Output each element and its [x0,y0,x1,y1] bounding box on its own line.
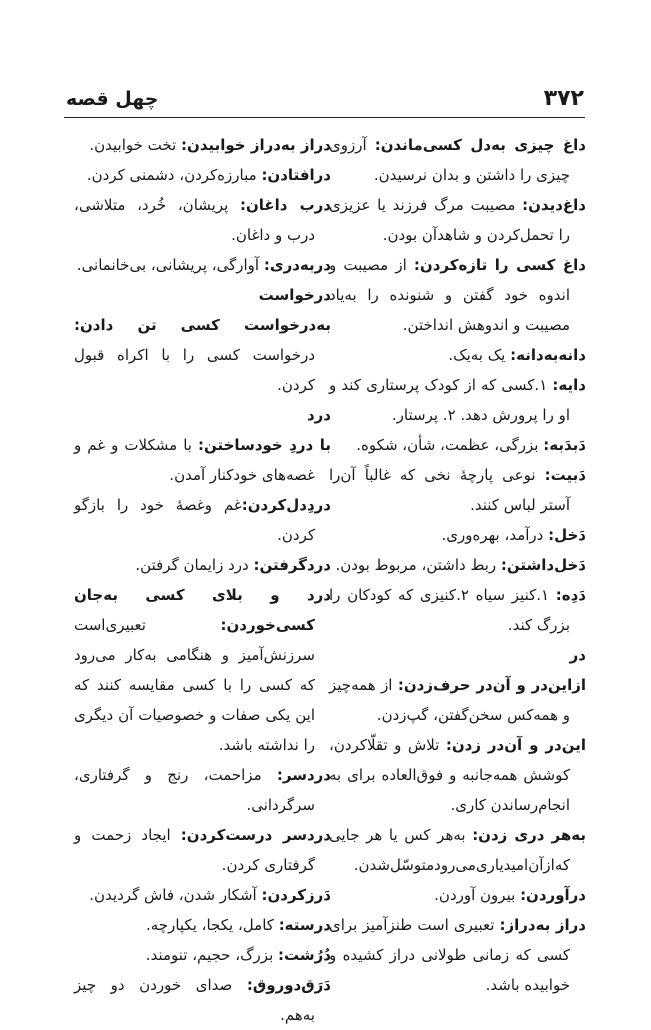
dictionary-entry [74,550,331,580]
dictionary-entry [329,820,586,880]
dictionary-entry [74,190,331,250]
entry-headword: دَبدَبه: [543,436,586,454]
dictionary-entry [329,460,586,520]
entry-headword: دردسر: [276,766,331,784]
section-heading: درخواست [258,286,331,304]
entry-definition: درخواست کسی را با اکراه قبول کردن. [74,346,315,394]
header-rule [64,117,585,118]
entry-headword: دَرزکردن: [261,886,331,904]
entry-definition: بزرگ، حجیم، تنومند. [145,946,279,964]
entry-headword: به‌هر دری زدن: [472,826,586,844]
entry-definition: مصیبت مرگ فرزند یا عزیزی را تحمل‌کردن و شاهدآن بودن. [329,196,570,244]
left-column [74,130,331,1030]
entry-definition: ۱.کنیز سیاه ۲.کنیزی که کودکان را بزرگ کند. [329,586,570,634]
entry-definition: مزاحمت، رنج و گرفتاری، سرگردانی. [74,766,315,814]
entry-definition: مبارزه‌کردن، دشمنی کردن. [86,166,262,184]
entry-definition: بیرون آوردن. [434,886,521,904]
entry-definition: درآمد، بهره‌وری. [441,526,549,544]
entry-headword: این‌در و آن‌در زدن: [445,736,586,754]
dictionary-entry [74,970,331,1030]
entry-definition: آشکار شدن، فاش گردیدن. [89,886,262,904]
dictionary-entry [329,430,586,460]
dictionary-entry [329,580,586,640]
entry-definition: تخت خوابیدن. [89,136,182,154]
dictionary-entry [329,910,586,1000]
entry-definition: تعبیری‌است سرزنش‌آمیز و هنگامی به‌کار می‌رود که کسی را با کسی مقایسه کنند که این یکی صفات و خصوصیات آن دیگری را نداشته باشد. [74,616,315,754]
entry-headword: داغ کسی را تازه‌کردن: [413,256,586,274]
entry-definition: صدای خوردن دو چیز به‌هم. [74,976,315,1024]
entry-definition: ربط داشتن، مربوط بودن. [335,556,501,574]
entry-headword: درد و بلای کسی به‌جان کسی‌خوردن: [74,586,331,634]
dictionary-entry [74,490,331,550]
entry-headword: درافتادن: [261,166,331,184]
entry-definition: از مصیبت و اندوه خود گفتن و شنونده را به‌یاد مصیبت و اندوهش انداختن. [329,256,570,334]
entry-headword: دَخل‌داشتن: [500,556,586,574]
entry-definition: تعبیری است طنزآمیز برای کسی که زمانی طولانی دراز کشیده و خوابیده باشد. [329,916,570,994]
entry-headword: دربه‌دری: [263,256,331,274]
dictionary-entry [74,310,331,400]
entry-definition: درد زایمان گرفتن. [135,556,254,574]
dictionary-entry [329,730,586,820]
dictionary-entry [74,820,331,880]
entry-definition: غم وغصهٔ خود را بازگو کردن. [74,496,315,544]
dictionary-entry [74,250,331,280]
dictionary-entry [74,160,331,190]
entry-definition: یک به‌یک. [448,346,511,364]
entry-definition: ۱.کسی که از کودک پرستاری کند و او را پرورش دهد. ۲. پرستار. [329,376,570,424]
dictionary-entry [74,880,331,910]
dictionary-entry [329,880,586,910]
entry-headword: دایه: [552,376,586,394]
dictionary-entry [74,910,331,940]
entry-definition: پریشان، خُرد، متلاشی، درب و داغان. [74,196,315,244]
entry-definition: ایجاد زحمت و گرفتاری کردن. [74,826,315,874]
dictionary-entry [329,520,586,550]
dictionary-entry [329,130,586,190]
entry-headword: درآوردن: [520,886,586,904]
entry-definition: آوارگی، پریشانی، بی‌خانمانی. [76,256,264,274]
entry-definition: به‌هر کس یا هر جایی که‌ازآن‌امیدیاری‌می‌رود‌متوسّل‌شدن. [329,826,570,874]
dictionary-entry [74,580,331,760]
entry-headword: دانه‌به‌دانه: [510,346,586,364]
entry-headword: دَبیت: [544,466,586,484]
entry-headword: دَدِه: [555,586,586,604]
entry-headword: دُرُشت: [278,946,331,964]
entry-headword: داغ چیزی به‌دل کسی‌ماندن: [374,136,586,154]
dictionary-entry [329,670,586,730]
dictionary-entry [74,430,331,490]
entry-headword: درب داغان: [239,196,332,214]
right-column [329,130,586,1000]
dictionary-entry [74,130,331,160]
entry-headword: درد‌گرفتن: [253,556,331,574]
entry-headword: به‌درخواست کسی تن دادن: [74,316,331,334]
entry-definition: بزرگی، عظمت، شأن، شکوه. [356,436,544,454]
entry-headword: دراز به‌دراز خوابیدن: [181,136,331,154]
dictionary-entry [329,190,586,250]
section-heading: درد [306,406,331,424]
dictionary-entry [329,250,586,340]
section-heading: در [569,646,586,664]
entry-headword: با دردِ خود‌ساختن: [198,436,331,454]
entry-headword: دراز به‌دراز: [499,916,587,934]
entry-definition: با مشکلات و غم و غصه‌های خودکنار آمدن. [74,436,315,484]
dictionary-entry [329,370,586,430]
entry-headword: دَخل: [548,526,586,544]
entry-definition: تلاش و تقلّاکردن، کوشش همه‌جانبه و فوق‌العاده برای به انجام‌رساندن کاری. [329,736,570,814]
dictionary-entry [329,340,586,370]
page-number: ۳۷۲ [543,86,584,111]
dictionary-entry [74,940,331,970]
page-header [66,86,584,116]
entry-definition: آرزوی چیزی را داشتن و بدان نرسیدن. [329,136,570,184]
dictionary-entry [329,550,586,580]
entry-headword: دردِدل‌کردن: [241,496,331,514]
entry-headword: دَرَق‌دوروق: [246,976,331,994]
entry-definition: از همه‌چیز و همه‌کس سخن‌گفتن، گپ‌زدن. [329,676,570,724]
entry-headword: ازاین‌در و آن‌در حرف‌زدن: [397,676,586,694]
entry-headword: درسته: [278,916,331,934]
running-title: چهل قصه [66,88,159,110]
entry-definition: کامل، یکجا، یکپارچه. [146,916,279,934]
dictionary-entry [74,760,331,820]
entry-definition: نوعی پارچهٔ نخی که غالباً آن‌را آستر لباس کنند. [329,466,570,514]
entry-headword: داغ‌دیدن: [522,196,586,214]
entry-headword: دردسر درست‌کردن: [180,826,331,844]
